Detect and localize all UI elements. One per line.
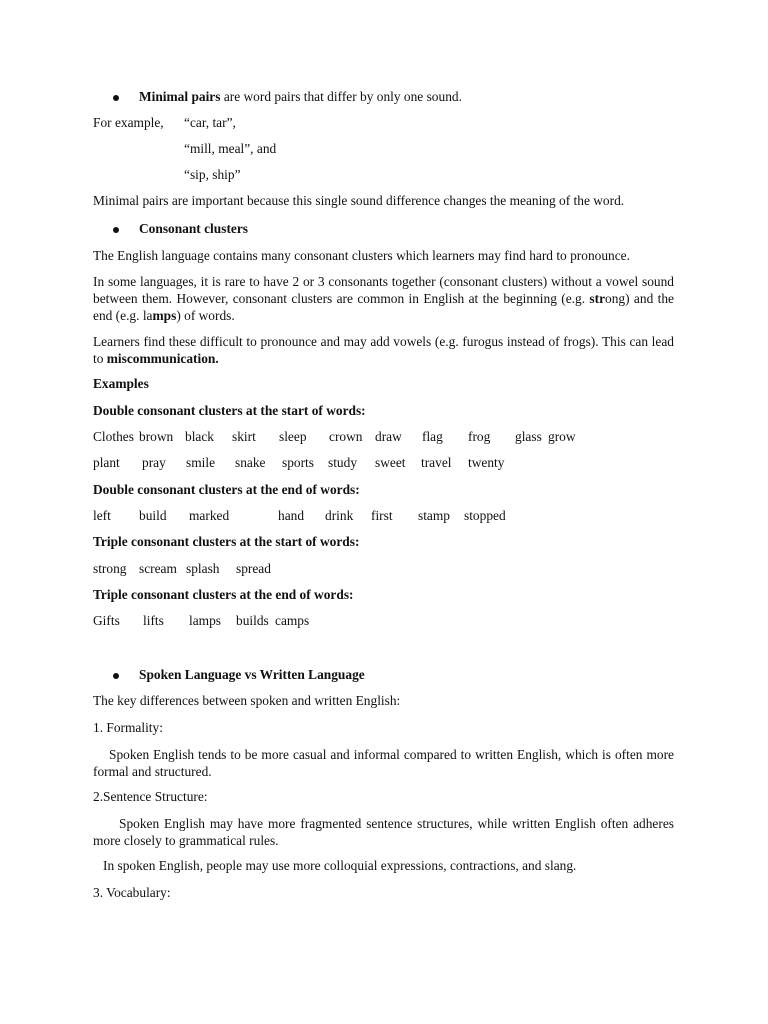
example-pair-3: “sip, ship” bbox=[184, 167, 241, 182]
example-word: strong bbox=[93, 561, 127, 576]
formality-text: Spoken English tends to be more casual and informal compared to written English, which is often more formal and structured. bbox=[93, 747, 674, 779]
spoken-written-intro: The key differences between spoken and written English: bbox=[93, 693, 401, 708]
example-pair-1: “car, tar”, bbox=[184, 115, 236, 130]
example-word: drink bbox=[325, 508, 354, 523]
bullet-icon bbox=[113, 222, 123, 233]
example-word: Clothes bbox=[93, 429, 134, 444]
example-word: stamp bbox=[418, 508, 450, 523]
example-word: spread bbox=[236, 561, 271, 576]
example-word: first bbox=[371, 508, 393, 523]
examples-heading: Examples bbox=[93, 376, 149, 391]
consonant-clusters-paragraph-1: The English language contains many consonant clusters which learners may find hard to pronounce. bbox=[93, 248, 630, 263]
example-word: travel bbox=[421, 455, 452, 470]
example-word: sports bbox=[282, 455, 314, 470]
example-word: skirt bbox=[232, 429, 256, 444]
example-word: Gifts bbox=[93, 613, 120, 628]
example-word: pray bbox=[142, 455, 166, 470]
bullet-icon bbox=[113, 668, 123, 679]
sentence-structure-label: 2.Sentence Structure: bbox=[93, 789, 208, 804]
example-word: black bbox=[185, 429, 214, 444]
example-word: draw bbox=[375, 429, 402, 444]
example-word: glass bbox=[515, 429, 542, 444]
example-word: hand bbox=[278, 508, 305, 523]
sentence-structure-text: Spoken English may have more fragmented sentence structures, while written English often adheres more closely to grammatical rules. bbox=[93, 816, 674, 848]
example-word: builds bbox=[236, 613, 269, 628]
example-word: brown bbox=[139, 429, 174, 444]
triple-start-heading: Triple consonant clusters at the start of words: bbox=[93, 534, 360, 549]
example-word: frog bbox=[468, 429, 491, 444]
consonant-clusters-heading: Consonant clusters bbox=[139, 221, 248, 236]
example-word: lifts bbox=[143, 613, 164, 628]
example-word: splash bbox=[186, 561, 220, 576]
example-word: sweet bbox=[375, 455, 406, 470]
example-word: crown bbox=[329, 429, 363, 444]
consonant-clusters-paragraph-2: In some languages, it is rare to have 2 or 3 consonants together (consonant clusters) without a vowel sound between them. However, consonant clusters are common in English at the beginning (e.g. strong) and the end (e.g. lamps) of words. bbox=[93, 274, 674, 323]
example-pair-2: “mill, meal”, and bbox=[184, 141, 277, 156]
minimal-pairs-term: Minimal pairs bbox=[139, 89, 221, 104]
formality-label: 1. Formality: bbox=[93, 720, 163, 735]
double-end-heading: Double consonant clusters at the end of words: bbox=[93, 482, 360, 497]
example-word: twenty bbox=[468, 455, 505, 470]
example-word: plant bbox=[93, 455, 120, 470]
example-word: scream bbox=[139, 561, 177, 576]
vocabulary-label: 3. Vocabulary: bbox=[93, 885, 171, 900]
example-word: sleep bbox=[279, 429, 307, 444]
consonant-clusters-paragraph-3: Learners find these difficult to pronounce and may add vowels (e.g. furogus instead of frogs). This can lead to miscommunication. bbox=[93, 334, 674, 366]
example-word: left bbox=[93, 508, 111, 523]
example-word: stopped bbox=[464, 508, 506, 523]
example-word: smile bbox=[186, 455, 216, 470]
minimal-pairs-note: Minimal pairs are important because this single sound difference changes the meaning of the word. bbox=[93, 193, 625, 208]
example-word: camps bbox=[275, 613, 310, 628]
example-word: grow bbox=[548, 429, 576, 444]
example-word: build bbox=[139, 508, 167, 523]
sentence-structure-text-2: In spoken English, people may use more colloquial expressions, contractions, and slang. bbox=[103, 858, 577, 873]
spoken-written-heading: Spoken Language vs Written Language bbox=[139, 667, 365, 682]
example-label: For example, bbox=[93, 115, 164, 130]
triple-end-heading: Triple consonant clusters at the end of words: bbox=[93, 587, 354, 602]
example-word: flag bbox=[422, 429, 443, 444]
minimal-pairs-definition: Minimal pairs are word pairs that differ by only one sound. bbox=[139, 89, 462, 104]
example-word: snake bbox=[235, 455, 266, 470]
bullet-icon bbox=[113, 90, 123, 101]
example-word: lamps bbox=[189, 613, 221, 628]
double-start-heading: Double consonant clusters at the start of words: bbox=[93, 403, 366, 418]
example-word: study bbox=[328, 455, 358, 470]
example-word: marked bbox=[189, 508, 230, 523]
